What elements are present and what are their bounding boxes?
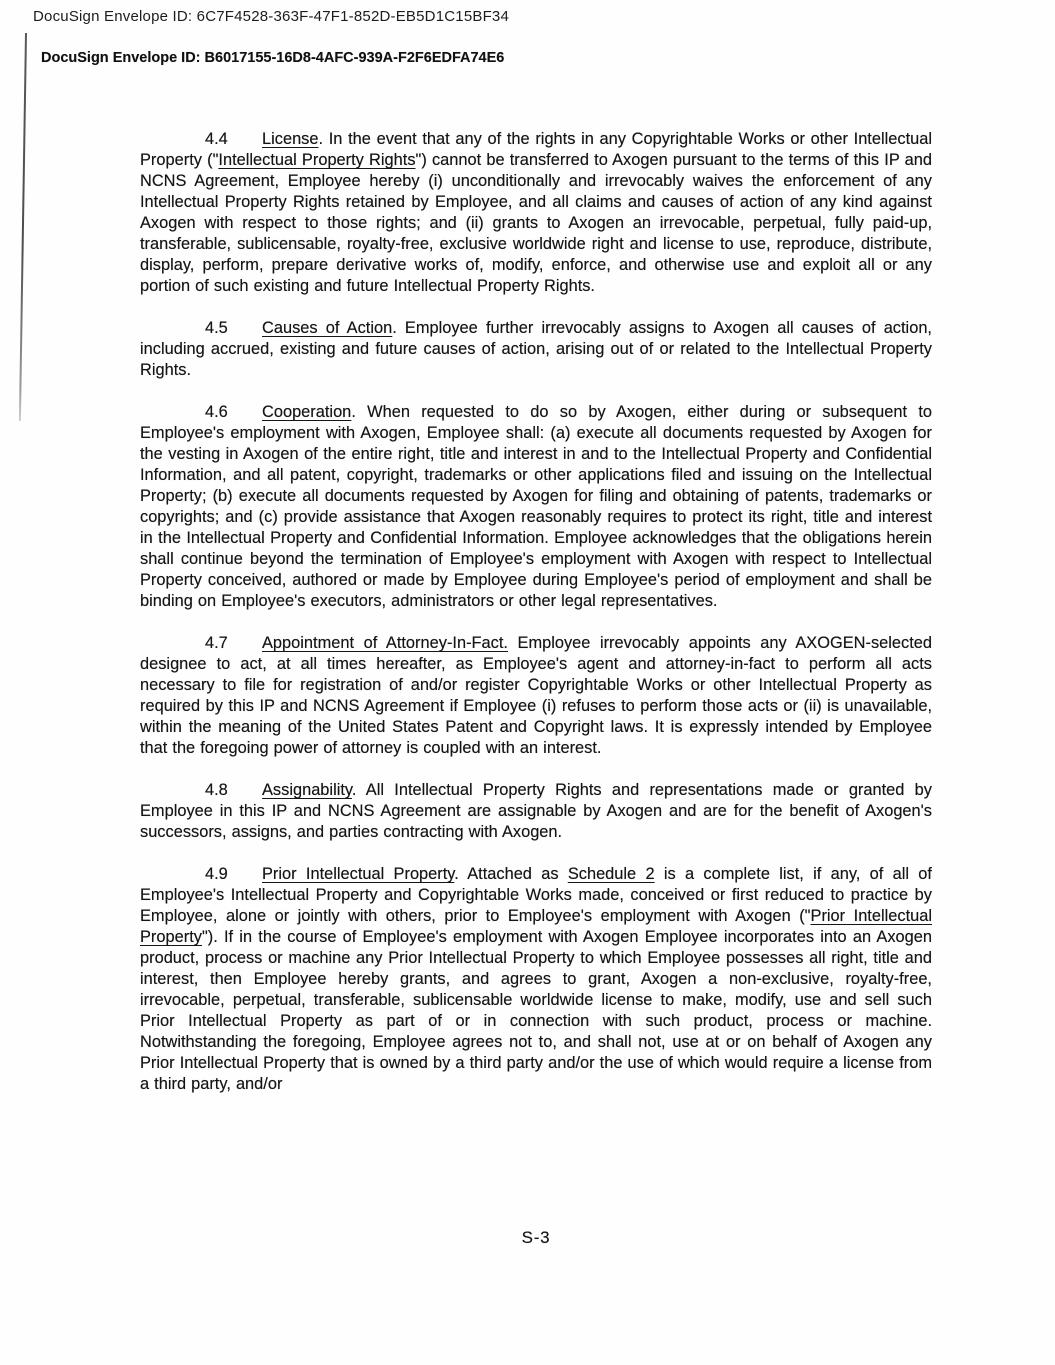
scan-artifact-line bbox=[19, 33, 27, 421]
text-run: . Employee further irrevocably assigns to Axogen all causes of action, including accrued, existing and future causes of action, arising out of or related to the Intellectual Property Rights. bbox=[140, 319, 932, 379]
section-number: 4.9 bbox=[205, 865, 228, 883]
docusign-envelope-id-inner: DocuSign Envelope ID: B6017155-16D8-4AFC-939A-F2F6EDFA74E6 bbox=[41, 50, 505, 66]
document-body bbox=[140, 129, 932, 1116]
text-run: is a complete list, if any, of all of Employee's Intellectual Property and Copyrightable Works made, conceived or first reduced to practice by Employee, alone or jointly with others, prior to Employee's employment with Axogen (" bbox=[140, 865, 932, 925]
text-run: . Attached as bbox=[454, 865, 568, 883]
section-paragraph-4-9 bbox=[140, 864, 932, 1095]
section-paragraph-4-6 bbox=[140, 402, 932, 612]
section-heading: Causes of Action bbox=[262, 319, 393, 337]
defined-term: Intellectual Property Rights bbox=[218, 151, 416, 169]
section-number: 4.7 bbox=[205, 634, 228, 652]
text-run: Employee irrevocably appoints any AXOGEN-selected designee to act, at all times hereafter, as Employee's agent and attorney-in-fact to perform all acts necessary to file for registration of and/or register Copyrightable Works or other Intellectual Property as required by this IP and NCNS Agreement if Employee (i) refuses to perform those acts or (ii) is unavailable, within the meaning of the United States Patent and Copyright laws. It is expressly intended by Employee that the foregoing power of attorney is coupled with an interest. bbox=[140, 634, 932, 757]
docusign-envelope-id-outer: DocuSign Envelope ID: 6C7F4528-363F-47F1-852D-EB5D1C15BF34 bbox=[33, 8, 510, 25]
schedule-reference: Schedule 2 bbox=[567, 865, 655, 883]
section-number: 4.5 bbox=[205, 319, 228, 337]
section-paragraph-4-5 bbox=[140, 318, 932, 381]
section-heading: Appointment of Attorney-In-Fact. bbox=[262, 634, 508, 652]
section-paragraph-4-7 bbox=[140, 633, 932, 759]
section-number: 4.8 bbox=[205, 781, 228, 799]
section-heading: Cooperation bbox=[262, 403, 352, 421]
section-number: 4.4 bbox=[205, 130, 228, 148]
section-heading: License bbox=[262, 130, 319, 148]
section-heading: Assignability bbox=[262, 781, 352, 799]
section-paragraph-4-8 bbox=[140, 780, 932, 843]
text-run: ") cannot be transferred to Axogen pursuant to the terms of this IP and NCNS Agreement, Employee hereby (i) unconditionally and irrevocably waives the enforcement of any Intellectual Property Rights retained by Employee, and all claims and causes of action of any kind against Axogen with respect to those rights; and (ii) grants to Axogen an irrevocable, perpetual, fully paid-up, transferable, sublicensable, royalty-free, exclusive worldwide right and license to use, reproduce, distribute, display, perform, prepare derivative works of, modify, enforce, and otherwise use and exploit all or any portion of such existing and future Intellectual Property Rights. bbox=[140, 151, 933, 295]
section-heading: Prior Intellectual Property bbox=[262, 865, 455, 883]
text-run: . When requested to do so by Axogen, either during or subsequent to Employee's employment with Axogen, Employee shall: (a) execute all documents requested by Axogen for the vesting in Axogen of the entire right, title and interest in and to the Intellectual Property and Confidential Information, and all patent, copyright, trademarks or other applications filed and issuing on the Intellectual Property; (b) execute all documents requested by Axogen for filing and obtaining of patents, trademarks or copyrights; and (c) provide assistance that Axogen reasonably requires to protect its right, title and interest in the Intellectual Property and Confidential Information. Employee acknowledges that the obligations herein shall continue beyond the termination of Employee's employment with Axogen with respect to Intellectual Property conceived, authored or made by Employee during Employee's period of employment and shall be binding on Employee's executors, administrators or other legal representatives. bbox=[140, 403, 932, 610]
text-run: . All Intellectual Property Rights and representations made or granted by Employee in this IP and NCNS Agreement are assignable by Axogen and are for the benefit of Axogen's successors, assigns, and parties contracting with Axogen. bbox=[140, 781, 932, 841]
page-number: S-3 bbox=[521, 1228, 551, 1247]
text-run: . In the event that any of the rights in any Copyrightable Works or other Intellectual Property (" bbox=[140, 130, 932, 169]
text-run: "). If in the course of Employee's employment with Axogen Employee incorporates into an Axogen product, process or machine any Prior Intellectual Property to which Employee possesses all right, title and interest, then Employee hereby grants, and agrees to grant, Axogen a non-exclusive, royalty-free, irrevocable, perpetual, transferable, sublicensable worldwide license to make, modify, use and sell such Prior Intellectual Property as part of or in connection with such product, process or machine. Notwithstanding the foregoing, Employee agrees not to, and shall not, use at or on behalf of Axogen any Prior Intellectual Property that is owned by a third party and/or the use of which would require a license from a third party, and/or bbox=[140, 928, 932, 1093]
section-number: 4.6 bbox=[205, 403, 228, 421]
defined-term: Prior Intellectual Property bbox=[140, 907, 932, 946]
section-paragraph-4-4 bbox=[140, 129, 932, 297]
